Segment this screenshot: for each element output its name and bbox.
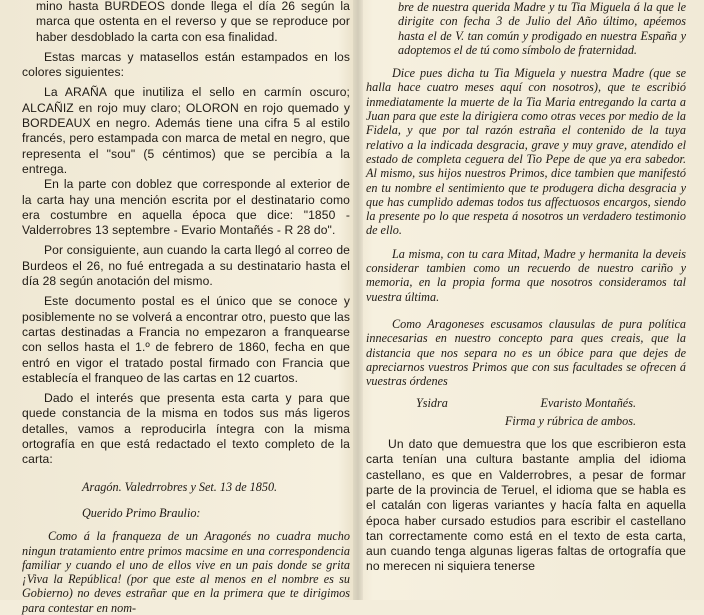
letter-paragraph-4: La misma, con tu cara Mitad, Madre y hermanita la deveis considerar tambien como un recuerdo de nuestro cariño y memoria, en la propia forma que nosotros consideramos tal vuestra última. bbox=[366, 246, 686, 304]
signature-evaristo: Evaristo Montañés. bbox=[540, 396, 636, 411]
letter-paragraph-2: bre de nuestra querida Madre y tu Tia Miguela á la que le dirigite con fecha 3 de Julio del Año último, apéemos hasta el de V. tan común y prodigado en nuestra España y adoptemos el de tú como símbolo de fraternidad. bbox=[398, 0, 686, 57]
paragraph-delivery: Por consiguiente, aun cuando la carta llegó al correo de Burdeos el 26, no fué entregada a su destinatario hasta el día 28 según anotación del mismo. bbox=[22, 243, 350, 289]
paragraph-continuation: mino hasta BURDEOS donde llega el día 26 según la marca que ostenta en el reverso y que se reproduce por haber desdoblado la carta con esa finalidad. bbox=[36, 0, 350, 44]
page-gutter bbox=[353, 0, 363, 600]
paragraph-fold-note: En la parte con doblez que corresponde al exterior de la carta hay una mención escrita por el destinatario como era costumbre en aquella época que dice: "1850 - Valderrobres 13 septembre - Evario Montañés - R 28 do". bbox=[22, 177, 350, 238]
letter-paragraph-3: Dice pues dicha tu Tia Miguela y nuestra Madre (que se halla hace cuatro meses aquí con nosotros), que te escribió inmediatamente la muerte de la Tia Maria entregando la carta a Juan para que este la dirigiera como otras veces por medio de la Fidela, y que por tal razón estraña el contenido de la tuya relativo a la indicada desgracia, grave y muy grave, atendido el estado de completa ceguera del Tio Pepe de que ya era sabedor. Al mismo, sus hijos nuestros Primos, dice tambien que manifestó en tu nombre el sentimiento que te produgera dicha desgracia y que has cumplido ademas todos tus affectuosos encargos, siendo la presente po lo que respeta á nosotros un verdadero testimonio de ello. bbox=[366, 66, 686, 238]
left-column bbox=[22, 0, 350, 615]
paragraph-unique-document: Este documento postal es el único que se conoce y posiblemente no se volverá a encontrar otro, puesto que las cartas destinadas a Francia no empezaron a franquearse con sellos hasta el 1.º de febrero de 1860, fecha en que entró en vigor el tratado postal firmado con Francia que establecía el franqueo de las cartas en 12 cuartos. bbox=[22, 294, 350, 385]
signature-note: Firma y rúbrica de ambos. bbox=[504, 413, 636, 428]
letter-paragraph-5: Como Aragoneses escusamos clausulas de pura política innecesarias en nuestro concepto para ques creais, que la distancia que nos separa no es un óbice para que dejes de apreciarnos vuestros Primos que con sus facultades se ofrecen á vuestras órdenes bbox=[366, 316, 686, 389]
paragraph-colors-detail: La ARAÑA que inutiliza el sello en carmín oscuro; ALCAÑIZ en rojo muy claro; OLORON en rojo quemado y BORDEAUX en negro. Además tiene una cifra 5 al estilo francés, pero estampada con marca de metal en negro, que representa el "sou" (5 céntimos) que se percibía a la entrega. bbox=[22, 85, 350, 176]
letter-signatures bbox=[366, 396, 686, 410]
letter-paragraph-1: Como á la franqueza de un Aragonés no cuadra mucho ningun tratamiento entre primos macsime en una correspondencia familiar y cuando el uno de ellos vive en un pais donde se grita ¡Viva la República! (por que este al menos en el nombre es su Gobierno) no deves estrañar que en la primera que te dirigimos para contestar en nom- bbox=[22, 529, 350, 615]
paragraph-interest: Dado el interés que presenta esta carta y para que quede constancia de la misma en todos sus más ligeros detalles, vamos a reproducirla íntegra con la misma ortografía en que está redactado el texto completo de la carta: bbox=[22, 391, 350, 467]
signature-ysidra: Ysidra bbox=[416, 396, 448, 411]
paragraph-colors-intro: Estas marcas y matasellos están estampados en los colores siguientes: bbox=[22, 49, 350, 80]
right-column bbox=[366, 0, 686, 600]
letter-date-heading: Aragón. Valedrrobres y Set. 13 de 1850. bbox=[82, 479, 278, 494]
letter-salutation: Querido Primo Braulio: bbox=[82, 505, 201, 520]
paragraph-final: Un dato que demuestra que los que escribieron esta carta tenían una cultura bastante amplia del idioma castellano, es que en Valderrobres, a pesar de formar parte de la provincia de Teruel, el idioma que se habla es el catalán con ligeras variantes y hacía falta en aquella época haber cursado estudios para escribir el castellano tan correctamente como está en el texto de esta carta, aun cuando tenga algunas ligeras faltas de ortografía que no merecen ni siquiera tenerse bbox=[366, 437, 686, 574]
